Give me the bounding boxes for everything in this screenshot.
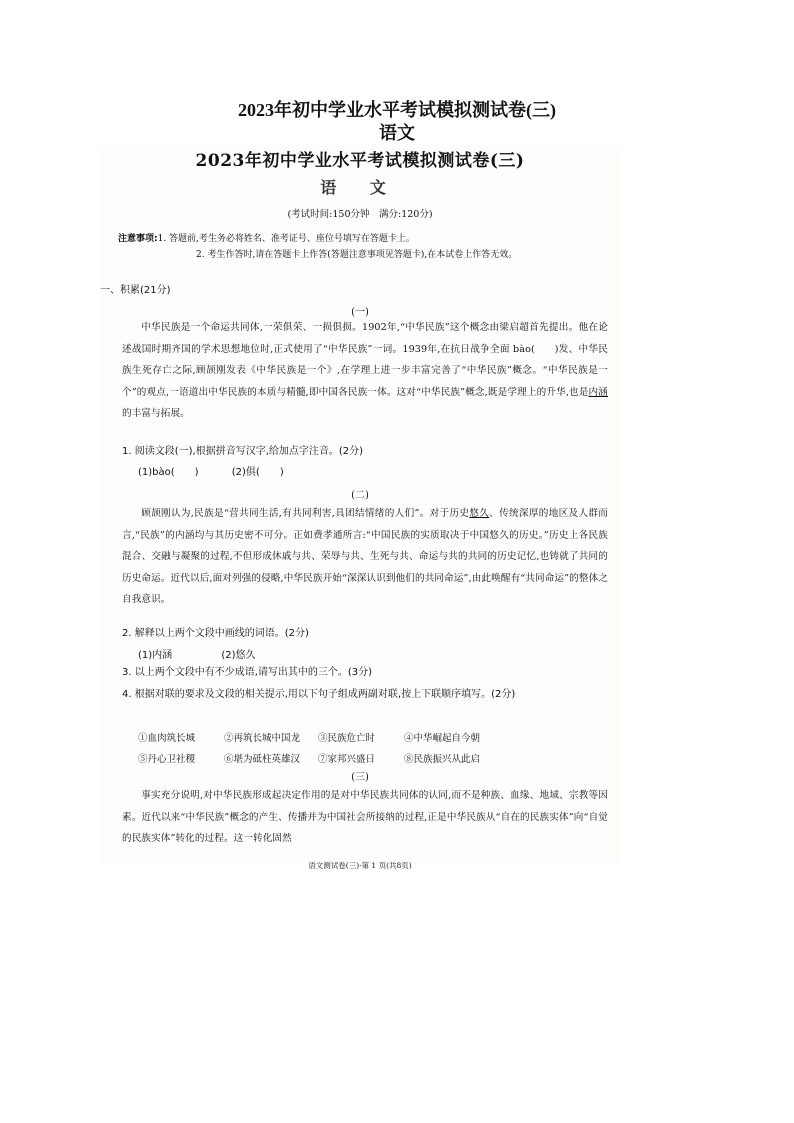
document-subject: 语文	[379, 123, 415, 143]
passage-1-text: 中华民族是一个命运共同体,一荣俱荣、一损俱损。1902年,“中华民族”这个概念由梁启超首先提出。他在论述战国时期齐国的学术思想地位时,正式使用了“中华民族”一词。1939年,在抗日战争全面 bào( )发、中华民族生死存亡之际,顾颉刚发表《中华民族是一个》,在学理上进一步丰富完善了“中华民族”概念。“中华民族是一个”的观点,一语道出中华民族的本质与精髓,即中国各民族一体。这对“中华民族”概念,既是学理上的升华,也是	[122, 322, 608, 398]
underlined-word-youjiu: 悠久	[469, 508, 490, 519]
option-1: ①血肉筑长城	[138, 733, 196, 744]
option-5: ⑤丹心卫社稷	[138, 754, 196, 765]
question-2-item-1: (1)内涵	[138, 650, 173, 661]
option-3: ③民族危亡时	[318, 733, 376, 744]
exam-time-score: (考试时间:150分钟 满分:120分)	[287, 209, 433, 220]
question-2-item-2: (2)悠久	[221, 650, 256, 661]
question-3: 3. 以上两个文段中有不少成语,请写出其中的三个。(3分)	[122, 667, 373, 678]
couplet-options-row-2	[138, 747, 500, 766]
scanned-exam-page	[100, 146, 620, 870]
question-1-item-2: (2)俱( )	[231, 467, 284, 478]
document-title: 2023年初中学业水平考试模拟测试卷(三)	[238, 100, 556, 120]
option-6: ⑥堪为砥柱英雄汉	[224, 754, 301, 765]
passage-1-end: 的丰富与拓展。	[122, 408, 190, 420]
option-7: ⑦家邦兴盛日	[318, 754, 376, 765]
passage-marker-3: (三)	[351, 772, 369, 783]
question-2-items	[138, 646, 256, 661]
question-1-item-1: (1)bào( )	[138, 467, 199, 478]
section-heading: 一、积累(21分)	[100, 285, 171, 296]
passage-marker-2: (二)	[351, 490, 369, 501]
question-1: 1. 阅读文段(一),根据拼音写汉字,给加点字注音。(2分)	[122, 446, 364, 457]
option-8: ⑧民族振兴从此启	[404, 754, 481, 765]
option-2: ②再筑长城中国龙	[224, 733, 301, 744]
notice-item-2: 2. 考生作答时,请在答题卡上作答(答题注意事项见答题卡),在本试卷上作答无效。	[196, 250, 518, 260]
page-footer: 语文测试卷(三)·第 1 页(共8页)	[308, 861, 412, 870]
underlined-word-neihan: 内涵	[588, 386, 608, 398]
option-4: ④中华崛起自今朝	[404, 733, 481, 744]
paper-title: 2023年初中学业水平考试模拟测试卷(三)	[195, 151, 525, 171]
notice-label: 注意事项:	[118, 234, 158, 244]
passage-3: 事实充分说明,对中华民族形成起决定作用的是对中华民族共同体的认同,而不是种族、血缘、地域、宗教等因素。近代以来“中华民族”概念的产生、传播并为中国社会所接纳的过程,正是中华民族从“自在的民族实体”向“自觉的民族实体”转化的过程。这一转化固然	[122, 790, 608, 845]
passage-marker-1: (一)	[351, 307, 369, 318]
passage-2	[122, 503, 608, 611]
passage-1	[122, 317, 608, 425]
notice-line-1	[118, 233, 415, 246]
passage-2-rest: 、传统深厚的地区及人群而言,“民族”的内涵均与其历史密不可分。正如费孝通所言:“中国民族的实质取决于中国悠久的历史。”历史上各民族混合、交融与凝聚的过程,不但形成休戚与共、荣辱与共、生死与共、命运与共的共同的历史记忆,也铸就了共同的历史命运。近代以后,面对列强的侵略,中华民族开始“深深认识到他们的共同命运”,由此唤醒有“共同命运”的整体之自我意识。	[122, 508, 608, 606]
question-1-items	[138, 463, 284, 478]
notice-item-1: 1. 答题前,考生务必将姓名、准考证号、座位号填写在答题卡上。	[157, 234, 415, 244]
paper-subject: 语 文	[320, 178, 400, 197]
question-4: 4. 根据对联的要求及文段的相关提示,用以下句子组成两副对联,按上下联顺序填写。(2分)	[122, 689, 516, 700]
passage-2-text: 顾颉刚认为,民族是“营共同生活,有共同利害,具团结情绪的人们”。对于历史	[141, 508, 470, 519]
question-2: 2. 解释以上两个文段中画线的词语。(2分)	[122, 628, 309, 639]
couplet-options-row-1	[138, 726, 500, 745]
